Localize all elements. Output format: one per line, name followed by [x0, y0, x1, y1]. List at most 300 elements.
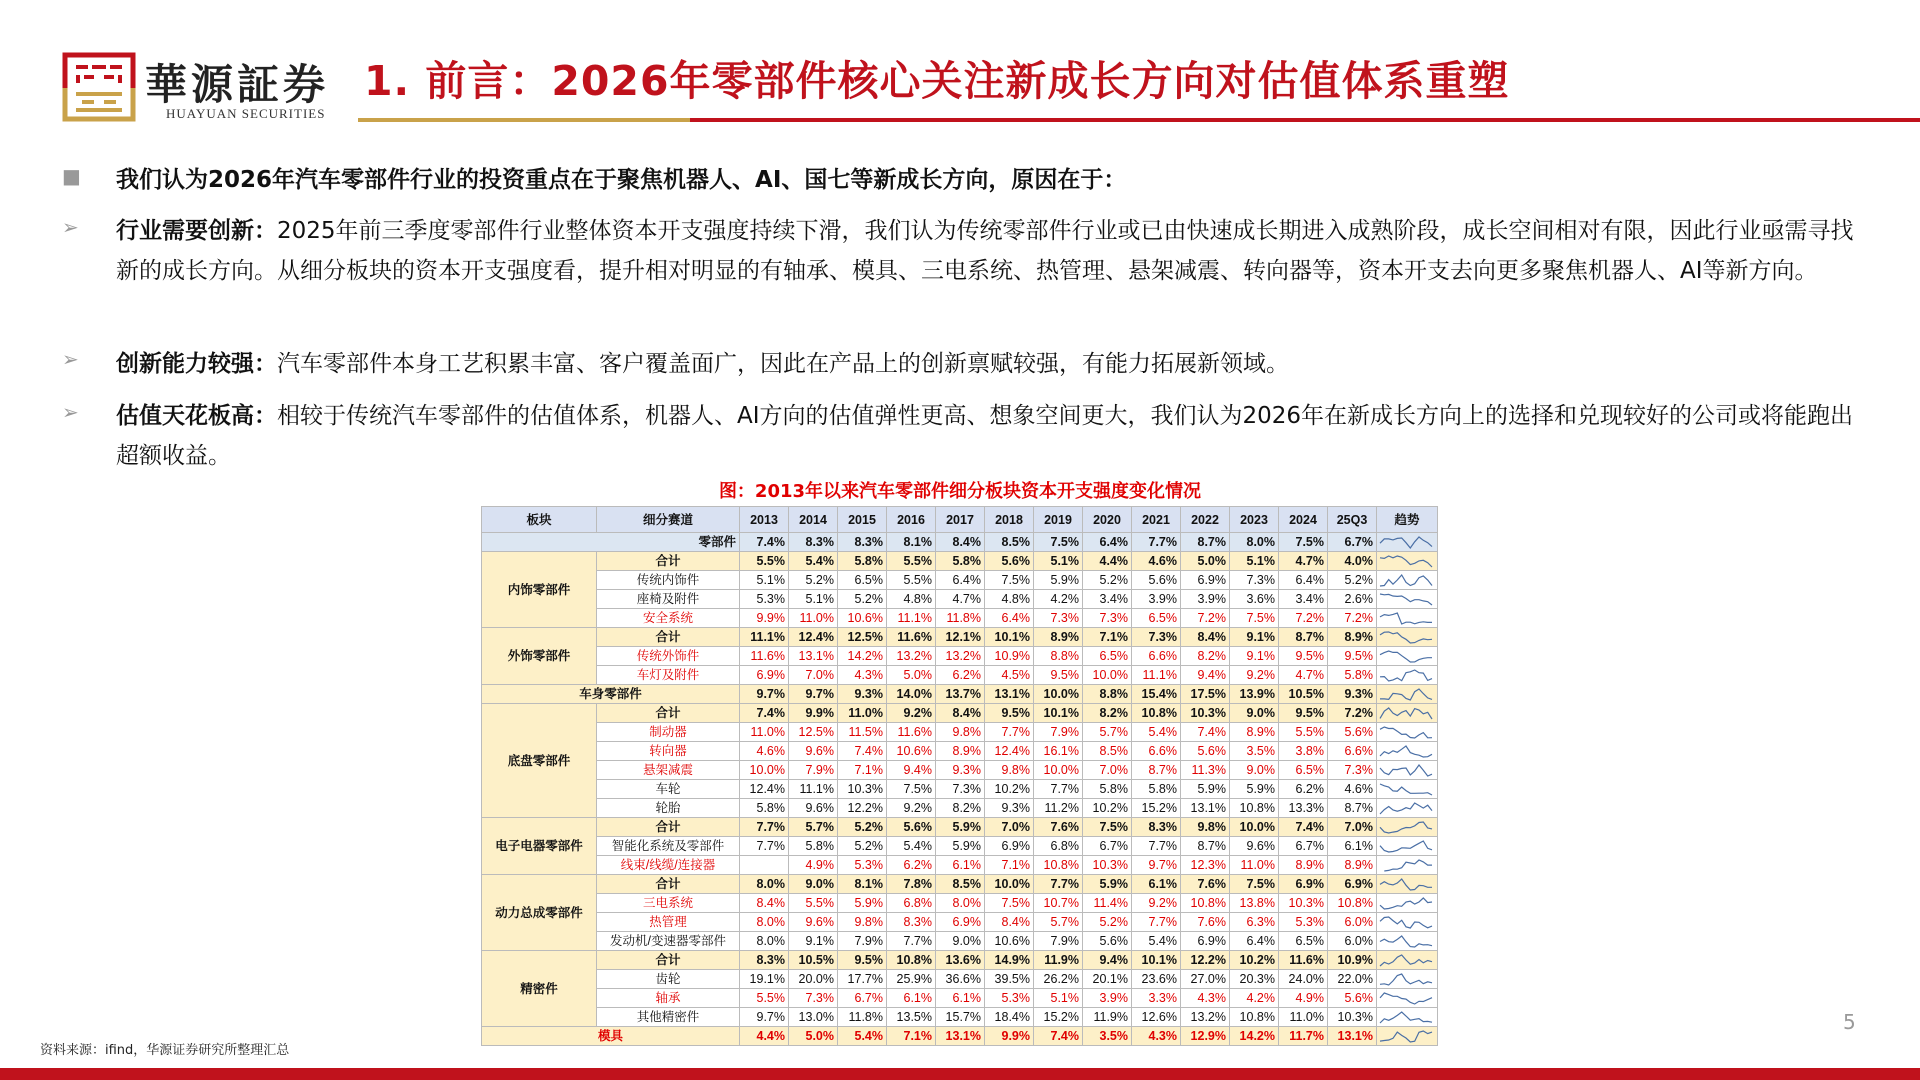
- value-cell: 39.5%: [985, 970, 1034, 989]
- value-cell: 3.5%: [1230, 742, 1279, 761]
- value-cell: 7.6%: [1181, 875, 1230, 894]
- value-cell: 7.4%: [838, 742, 887, 761]
- value-cell: 9.9%: [789, 704, 838, 723]
- value-cell: 10.0%: [985, 875, 1034, 894]
- value-cell: 6.4%: [985, 609, 1034, 628]
- subsector-name: 发动机/变速器零部件: [597, 932, 740, 951]
- value-cell: 4.2%: [1230, 989, 1279, 1008]
- sparkline-line: [1378, 915, 1436, 930]
- value-cell: 8.2%: [936, 799, 985, 818]
- value-cell: 9.8%: [985, 761, 1034, 780]
- sparkline-line: [1378, 630, 1436, 645]
- value-cell: 4.3%: [838, 666, 887, 685]
- value-cell: 13.5%: [887, 1008, 936, 1027]
- value-cell: 14.2%: [1230, 1027, 1279, 1046]
- value-cell: 7.5%: [985, 571, 1034, 590]
- sparkline-line: [1378, 858, 1436, 873]
- value-cell: 7.5%: [1230, 609, 1279, 628]
- sparkline-line: [1378, 725, 1436, 740]
- table-row: [482, 742, 1438, 761]
- value-cell: 4.3%: [1132, 1027, 1181, 1046]
- subsector-name: 传统内饰件: [597, 571, 740, 590]
- table-row: [482, 761, 1438, 780]
- column-header: 2022: [1181, 507, 1230, 533]
- value-cell: 12.4%: [985, 742, 1034, 761]
- value-cell: 12.6%: [1132, 1008, 1181, 1027]
- value-cell: 8.3%: [1132, 818, 1181, 837]
- trend-sparkline: [1377, 1008, 1438, 1027]
- value-cell: 11.6%: [887, 723, 936, 742]
- value-cell: 7.1%: [1083, 628, 1132, 647]
- value-cell: 6.8%: [1034, 837, 1083, 856]
- table-row: [482, 666, 1438, 685]
- value-cell: 5.7%: [789, 818, 838, 837]
- value-cell: 10.6%: [838, 609, 887, 628]
- value-cell: 10.1%: [1132, 951, 1181, 970]
- value-cell: 7.7%: [740, 837, 789, 856]
- sparkline-line: [1378, 839, 1436, 854]
- value-cell: 10.6%: [887, 742, 936, 761]
- value-cell: 9.8%: [1181, 818, 1230, 837]
- value-cell: 7.4%: [1279, 818, 1328, 837]
- value-cell: 6.6%: [1132, 742, 1181, 761]
- value-cell: 9.5%: [1279, 704, 1328, 723]
- value-cell: 7.2%: [1181, 609, 1230, 628]
- column-header: 2016: [887, 507, 936, 533]
- value-cell: 5.2%: [789, 571, 838, 590]
- value-cell: 7.5%: [1279, 533, 1328, 552]
- arrow-bullet-icon: ➢: [62, 400, 79, 424]
- value-cell: 5.2%: [838, 818, 887, 837]
- value-cell: 6.5%: [1132, 609, 1181, 628]
- value-cell: 13.1%: [985, 685, 1034, 704]
- bullet-lead: 行业需要创新：: [116, 218, 277, 244]
- footer-bar: [0, 1068, 1920, 1080]
- value-cell: 8.0%: [1230, 533, 1279, 552]
- value-cell: 5.5%: [887, 552, 936, 571]
- value-cell: 7.4%: [740, 533, 789, 552]
- value-cell: 6.8%: [887, 894, 936, 913]
- value-cell: 7.9%: [1034, 932, 1083, 951]
- value-cell: 4.4%: [1083, 552, 1132, 571]
- value-cell: 5.0%: [789, 1027, 838, 1046]
- subsector-name: 合计: [597, 552, 740, 571]
- value-cell: 8.1%: [838, 875, 887, 894]
- value-cell: 6.4%: [1083, 533, 1132, 552]
- value-cell: 9.7%: [789, 685, 838, 704]
- value-cell: 7.4%: [1181, 723, 1230, 742]
- value-cell: 10.0%: [1230, 818, 1279, 837]
- column-header: 2017: [936, 507, 985, 533]
- value-cell: 5.1%: [740, 571, 789, 590]
- value-cell: 9.9%: [985, 1027, 1034, 1046]
- subsector-name: 三电系统: [597, 894, 740, 913]
- value-cell: 7.7%: [1132, 533, 1181, 552]
- table-row: [482, 837, 1438, 856]
- value-cell: 5.4%: [838, 1027, 887, 1046]
- table-row: [482, 913, 1438, 932]
- trend-sparkline: [1377, 704, 1438, 723]
- value-cell: 7.2%: [1279, 609, 1328, 628]
- value-cell: 8.7%: [1328, 799, 1377, 818]
- value-cell: 10.7%: [1034, 894, 1083, 913]
- value-cell: 6.5%: [1279, 932, 1328, 951]
- value-cell: 7.3%: [1328, 761, 1377, 780]
- value-cell: 9.7%: [740, 685, 789, 704]
- square-bullet-icon: ■: [62, 164, 81, 188]
- value-cell: 5.8%: [789, 837, 838, 856]
- trend-sparkline: [1377, 989, 1438, 1008]
- trend-sparkline: [1377, 799, 1438, 818]
- value-cell: 13.9%: [1230, 685, 1279, 704]
- bullet-innovation-ability: [116, 344, 1866, 384]
- value-cell: 4.8%: [985, 590, 1034, 609]
- value-cell: 10.2%: [985, 780, 1034, 799]
- value-cell: 13.0%: [789, 1008, 838, 1027]
- value-cell: 12.1%: [936, 628, 985, 647]
- value-cell: 6.5%: [838, 571, 887, 590]
- table-row: [482, 989, 1438, 1008]
- value-cell: 6.9%: [1181, 932, 1230, 951]
- value-cell: 5.4%: [1132, 723, 1181, 742]
- value-cell: 8.0%: [740, 913, 789, 932]
- value-cell: 7.4%: [740, 704, 789, 723]
- value-cell: 17.7%: [838, 970, 887, 989]
- value-cell: 6.7%: [838, 989, 887, 1008]
- sparkline-line: [1378, 801, 1436, 816]
- value-cell: 7.9%: [1034, 723, 1083, 742]
- subsector-name: 制动器: [597, 723, 740, 742]
- trend-sparkline: [1377, 666, 1438, 685]
- value-cell: 6.1%: [936, 856, 985, 875]
- trend-sparkline: [1377, 685, 1438, 704]
- value-cell: 6.4%: [936, 571, 985, 590]
- value-cell: 3.5%: [1083, 1027, 1132, 1046]
- trend-sparkline: [1377, 609, 1438, 628]
- value-cell: 7.0%: [789, 666, 838, 685]
- value-cell: 8.8%: [1034, 647, 1083, 666]
- table-row: [482, 704, 1438, 723]
- value-cell: 6.5%: [1279, 761, 1328, 780]
- value-cell: 14.2%: [838, 647, 887, 666]
- value-cell: 8.4%: [1181, 628, 1230, 647]
- value-cell: 6.2%: [887, 856, 936, 875]
- value-cell: 6.1%: [936, 989, 985, 1008]
- table-row: [482, 970, 1438, 989]
- value-cell: 5.9%: [936, 818, 985, 837]
- value-cell: 5.3%: [1279, 913, 1328, 932]
- value-cell: 9.2%: [887, 799, 936, 818]
- value-cell: 5.9%: [1083, 875, 1132, 894]
- value-cell: 5.5%: [789, 894, 838, 913]
- value-cell: 3.4%: [1279, 590, 1328, 609]
- value-cell: 5.1%: [1034, 552, 1083, 571]
- value-cell: 7.1%: [838, 761, 887, 780]
- value-cell: 6.0%: [1328, 932, 1377, 951]
- subsector-name: 线束/线缆/连接器: [597, 856, 740, 875]
- value-cell: 10.2%: [1230, 951, 1279, 970]
- value-cell: 15.2%: [1132, 799, 1181, 818]
- value-cell: 13.7%: [936, 685, 985, 704]
- value-cell: 22.0%: [1328, 970, 1377, 989]
- value-cell: 9.7%: [1132, 856, 1181, 875]
- value-cell: 5.9%: [1230, 780, 1279, 799]
- subsector-name: 齿轮: [597, 970, 740, 989]
- table-row: [482, 571, 1438, 590]
- table-header-row: [482, 507, 1438, 533]
- subsector-name: 其他精密件: [597, 1008, 740, 1027]
- sparkline-line: [1378, 706, 1436, 721]
- bullet-innovation-need: [116, 211, 1866, 291]
- segment-name: 零部件: [482, 533, 740, 552]
- value-cell: [740, 856, 789, 875]
- value-cell: 15.7%: [936, 1008, 985, 1027]
- value-cell: 5.2%: [1083, 571, 1132, 590]
- value-cell: 9.4%: [1083, 951, 1132, 970]
- value-cell: 6.4%: [1279, 571, 1328, 590]
- value-cell: 9.1%: [1230, 628, 1279, 647]
- value-cell: 10.3%: [1279, 894, 1328, 913]
- value-cell: 9.3%: [985, 799, 1034, 818]
- value-cell: 8.3%: [838, 533, 887, 552]
- value-cell: 5.2%: [838, 837, 887, 856]
- value-cell: 8.3%: [887, 913, 936, 932]
- sparkline-line: [1378, 991, 1436, 1006]
- brand-name: 華源証券: [145, 60, 330, 109]
- bullet-valuation-ceiling: [116, 396, 1866, 476]
- value-cell: 14.9%: [985, 951, 1034, 970]
- bullet-text: 汽车零部件本身工艺积累丰富、客户覆盖面广，因此在产品上的创新禀赋较强，有能力拓展新领域。: [277, 351, 1289, 377]
- value-cell: 5.6%: [887, 818, 936, 837]
- value-cell: 5.2%: [1328, 571, 1377, 590]
- sparkline-line: [1378, 687, 1436, 702]
- value-cell: 17.5%: [1181, 685, 1230, 704]
- subsector-name: 安全系统: [597, 609, 740, 628]
- sector-name: 外饰零部件: [482, 628, 597, 685]
- table-row: [482, 533, 1438, 552]
- value-cell: 5.6%: [1181, 742, 1230, 761]
- value-cell: 5.6%: [985, 552, 1034, 571]
- value-cell: 9.5%: [1328, 647, 1377, 666]
- value-cell: 9.6%: [789, 799, 838, 818]
- value-cell: 5.9%: [1181, 780, 1230, 799]
- value-cell: 10.6%: [985, 932, 1034, 951]
- value-cell: 12.4%: [740, 780, 789, 799]
- value-cell: 6.7%: [1328, 533, 1377, 552]
- value-cell: 5.8%: [1132, 780, 1181, 799]
- trend-sparkline: [1377, 761, 1438, 780]
- sparkline-line: [1378, 535, 1436, 550]
- subsector-name: 合计: [597, 628, 740, 647]
- sparkline-line: [1378, 592, 1436, 607]
- bullet-lead: 创新能力较强：: [116, 351, 277, 377]
- value-cell: 11.7%: [1279, 1027, 1328, 1046]
- value-cell: 12.9%: [1181, 1027, 1230, 1046]
- value-cell: 10.8%: [1132, 704, 1181, 723]
- bullet-lead: 估值天花板高：: [116, 403, 277, 429]
- sparkline-line: [1378, 953, 1436, 968]
- subsector-name: 合计: [597, 875, 740, 894]
- value-cell: 11.9%: [1034, 951, 1083, 970]
- sparkline-line: [1378, 573, 1436, 588]
- value-cell: 9.0%: [936, 932, 985, 951]
- value-cell: 13.1%: [1181, 799, 1230, 818]
- value-cell: 9.1%: [1230, 647, 1279, 666]
- column-header: 2018: [985, 507, 1034, 533]
- value-cell: 5.5%: [1279, 723, 1328, 742]
- segment-name: 车身零部件: [482, 685, 740, 704]
- table-row: [482, 685, 1438, 704]
- trend-sparkline: [1377, 533, 1438, 552]
- value-cell: 10.0%: [1034, 761, 1083, 780]
- value-cell: 13.6%: [936, 951, 985, 970]
- value-cell: 16.1%: [1034, 742, 1083, 761]
- sparkline-line: [1378, 877, 1436, 892]
- value-cell: 4.6%: [740, 742, 789, 761]
- trend-sparkline: [1377, 1027, 1438, 1046]
- value-cell: 7.4%: [1034, 1027, 1083, 1046]
- value-cell: 12.5%: [789, 723, 838, 742]
- value-cell: 8.7%: [1181, 533, 1230, 552]
- value-cell: 8.7%: [1279, 628, 1328, 647]
- value-cell: 6.0%: [1328, 913, 1377, 932]
- trend-sparkline: [1377, 913, 1438, 932]
- table-row: [482, 647, 1438, 666]
- value-cell: 8.0%: [740, 932, 789, 951]
- value-cell: 9.3%: [936, 761, 985, 780]
- table-row: [482, 609, 1438, 628]
- trend-sparkline: [1377, 723, 1438, 742]
- value-cell: 36.6%: [936, 970, 985, 989]
- value-cell: 7.3%: [1083, 609, 1132, 628]
- sparkline-line: [1378, 1010, 1436, 1025]
- value-cell: 13.2%: [936, 647, 985, 666]
- value-cell: 6.1%: [1328, 837, 1377, 856]
- value-cell: 15.4%: [1132, 685, 1181, 704]
- trend-sparkline: [1377, 894, 1438, 913]
- trend-sparkline: [1377, 628, 1438, 647]
- subsector-name: 合计: [597, 818, 740, 837]
- value-cell: 7.2%: [1328, 609, 1377, 628]
- table-row: [482, 723, 1438, 742]
- value-cell: 4.7%: [1279, 552, 1328, 571]
- value-cell: 10.1%: [1034, 704, 1083, 723]
- value-cell: 7.7%: [985, 723, 1034, 742]
- value-cell: 3.9%: [1132, 590, 1181, 609]
- subsector-name: 转向器: [597, 742, 740, 761]
- value-cell: 10.5%: [1279, 685, 1328, 704]
- value-cell: 6.1%: [887, 989, 936, 1008]
- value-cell: 5.1%: [1230, 552, 1279, 571]
- value-cell: 10.2%: [1083, 799, 1132, 818]
- column-header: 2021: [1132, 507, 1181, 533]
- sparkline-line: [1378, 934, 1436, 949]
- value-cell: 11.8%: [838, 1008, 887, 1027]
- value-cell: 3.9%: [1083, 989, 1132, 1008]
- value-cell: 5.9%: [838, 894, 887, 913]
- value-cell: 7.3%: [1230, 571, 1279, 590]
- sparkline-line: [1378, 744, 1436, 759]
- value-cell: 19.1%: [740, 970, 789, 989]
- sparkline-line: [1378, 782, 1436, 797]
- value-cell: 6.3%: [1230, 913, 1279, 932]
- value-cell: 5.3%: [985, 989, 1034, 1008]
- value-cell: 13.3%: [1279, 799, 1328, 818]
- sector-name: 内饰零部件: [482, 552, 597, 628]
- column-header: 2015: [838, 507, 887, 533]
- value-cell: 5.5%: [887, 571, 936, 590]
- value-cell: 5.5%: [740, 989, 789, 1008]
- table-row: [482, 951, 1438, 970]
- subsector-name: 合计: [597, 704, 740, 723]
- table-row: [482, 552, 1438, 571]
- value-cell: 10.1%: [985, 628, 1034, 647]
- value-cell: 7.9%: [789, 761, 838, 780]
- trend-sparkline: [1377, 818, 1438, 837]
- value-cell: 5.8%: [1328, 666, 1377, 685]
- value-cell: 7.7%: [1132, 837, 1181, 856]
- value-cell: 2.6%: [1328, 590, 1377, 609]
- value-cell: 11.2%: [1034, 799, 1083, 818]
- value-cell: 9.1%: [789, 932, 838, 951]
- value-cell: 11.5%: [838, 723, 887, 742]
- value-cell: 12.3%: [1181, 856, 1230, 875]
- value-cell: 9.5%: [1279, 647, 1328, 666]
- value-cell: 4.7%: [1279, 666, 1328, 685]
- value-cell: 13.1%: [789, 647, 838, 666]
- intro-text: 我们认为2026年汽车零部件行业的投资重点在于聚焦机器人、AI、国七等新成长方向，原因在于：: [116, 167, 1127, 193]
- value-cell: 8.2%: [1083, 704, 1132, 723]
- title-divider-gold: [358, 118, 690, 122]
- value-cell: 5.8%: [936, 552, 985, 571]
- value-cell: 11.4%: [1083, 894, 1132, 913]
- value-cell: 6.9%: [936, 913, 985, 932]
- bullet-text: 相较于传统汽车零部件的估值体系，机器人、AI方向的估值弹性更高、想象空间更大，我们认为2026年在新成长方向上的选择和兑现较好的公司或将能跑出超额收益。: [116, 403, 1854, 469]
- arrow-bullet-icon: ➢: [62, 215, 79, 239]
- value-cell: 5.0%: [887, 666, 936, 685]
- value-cell: 4.7%: [936, 590, 985, 609]
- table-row: [482, 932, 1438, 951]
- sector-name: 动力总成零部件: [482, 875, 597, 951]
- capex-intensity-table: [481, 506, 1438, 1046]
- brand-name-en: HUAYUAN SECURITIES: [166, 106, 326, 121]
- value-cell: 5.7%: [1083, 723, 1132, 742]
- value-cell: 9.8%: [936, 723, 985, 742]
- value-cell: 11.6%: [887, 628, 936, 647]
- value-cell: 7.3%: [1132, 628, 1181, 647]
- value-cell: 3.4%: [1083, 590, 1132, 609]
- value-cell: 6.7%: [1279, 837, 1328, 856]
- trend-sparkline: [1377, 932, 1438, 951]
- value-cell: 4.8%: [887, 590, 936, 609]
- value-cell: 10.8%: [1181, 894, 1230, 913]
- value-cell: 4.9%: [789, 856, 838, 875]
- trend-sparkline: [1377, 837, 1438, 856]
- trend-sparkline: [1377, 970, 1438, 989]
- value-cell: 7.2%: [1328, 704, 1377, 723]
- value-cell: 6.6%: [1328, 742, 1377, 761]
- value-cell: 11.0%: [789, 609, 838, 628]
- trend-sparkline: [1377, 875, 1438, 894]
- subsector-name: 热管理: [597, 913, 740, 932]
- value-cell: 5.1%: [1034, 989, 1083, 1008]
- value-cell: 12.2%: [1181, 951, 1230, 970]
- value-cell: 4.5%: [985, 666, 1034, 685]
- value-cell: 8.5%: [1083, 742, 1132, 761]
- value-cell: 14.0%: [887, 685, 936, 704]
- sparkline-line: [1378, 611, 1436, 626]
- column-header: 细分赛道: [597, 507, 740, 533]
